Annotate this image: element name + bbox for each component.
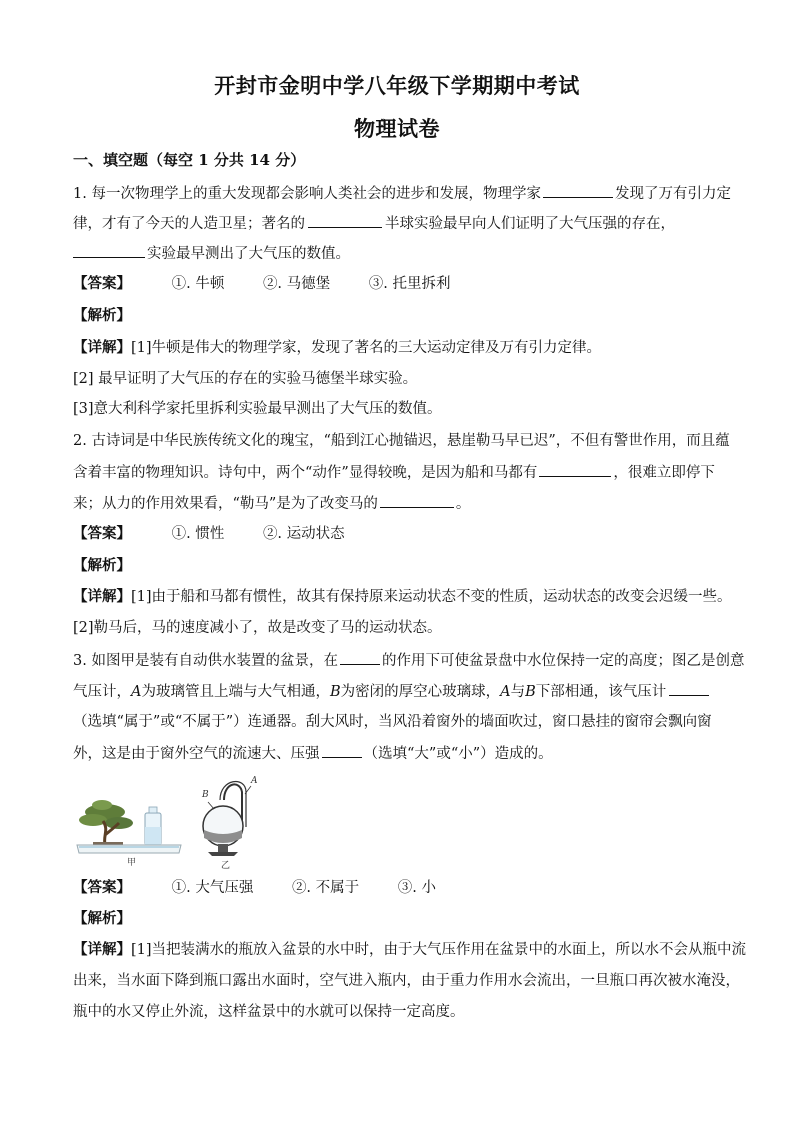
q1-line2	[73, 213, 675, 234]
detail-tag: 【详解】	[73, 339, 131, 356]
figure-barometer	[190, 772, 260, 871]
bonsai-illustration	[75, 785, 185, 865]
q2-line1: 2. 古诗词是中华民族传统文化的瑰宝，“船到江心抛锚迟，悬崖勒马早已迟”，不但有警世作用，而且蕴	[73, 433, 730, 449]
detail-tag: 【详解】	[73, 588, 131, 605]
analysis-tag: 【解析】	[73, 557, 131, 574]
figure-label-jia: 甲	[127, 858, 137, 868]
q1-text: 半球实验最早向人们证明了大气压强的存在，	[385, 216, 675, 232]
q3-text: 3. 如图甲是装有自动供水装置的盆景，在	[73, 653, 338, 669]
q2-detail-2: [2]勒马后，马的速度减小了，故是改变了马的运动状态。	[73, 620, 442, 636]
answer-item: ③. 小	[397, 880, 436, 896]
var-b: B	[329, 684, 341, 700]
detail-tag: 【详解】	[73, 941, 131, 958]
answer-item: ①. 惯性	[171, 526, 225, 542]
q2-blank-1[interactable]	[539, 462, 611, 477]
q1-text: 律，才有了今天的人造卫星；著名的	[73, 216, 305, 232]
exam-title: 开封市金明中学八年级下学期期中考试	[214, 73, 580, 98]
answer-item: ①. 大气压强	[171, 880, 254, 896]
q1-detail-3: [3]意大利科学家托里拆利实验最早测出了大气压的数值。	[73, 401, 442, 417]
var-a: A	[131, 684, 142, 700]
figure-label-yi: 乙	[221, 861, 231, 871]
q2-text: 含着丰富的物理知识。诗句中，两个“动作”显得较晚，是因为船和马都有	[73, 465, 538, 481]
q2-detail-1	[73, 587, 732, 607]
q3-detail-2: 出来，当水面下降到瓶口露出水面时，空气进入瓶内，由于重力作用水会流出，一旦瓶口再次被水淹没，	[73, 973, 740, 989]
q3-line2	[73, 681, 709, 702]
q3-detail-1	[73, 940, 746, 960]
answer-item: ①. 牛顿	[171, 276, 225, 292]
q1-text: 实验最早测出了大气压的数值。	[147, 246, 350, 262]
q1-blank-3[interactable]	[73, 243, 145, 258]
analysis-tag: 【解析】	[73, 910, 131, 927]
figure-label-a: A	[251, 776, 258, 786]
q3-text: （选填“大”或“小”）造成的。	[363, 746, 553, 762]
answer-item: ③. 托里拆利	[368, 276, 451, 292]
q1-answer	[73, 274, 450, 294]
q3-answer	[73, 878, 436, 898]
q3-blank-1[interactable]	[340, 650, 380, 665]
q1-detail-2: [2] 最早证明了大气压的存在的实验马德堡半球实验。	[73, 371, 418, 387]
q2-line3	[73, 493, 470, 514]
q3-blank-2[interactable]	[669, 681, 709, 696]
q2-answer	[73, 524, 345, 544]
answer-item: ②. 马德堡	[262, 276, 331, 292]
barometer-illustration	[190, 772, 260, 867]
q1-text: 1. 每一次物理学上的重大发现都会影响人类社会的进步和发展，物理学家	[73, 186, 541, 202]
q1-blank-2[interactable]	[308, 213, 382, 228]
answer-tag: 【答案】	[73, 275, 131, 292]
answer-item: ②. 运动状态	[262, 526, 345, 542]
q3-text: 外，这是由于窗外空气的流速大、压强	[73, 746, 320, 762]
q2-blank-2[interactable]	[380, 493, 454, 508]
q3-line3: （选填“属于”或“不属于”）连通器。刮大风时，当风沿着窗外的墙面吹过，窗口悬挂的窗帘会飘向窗	[73, 714, 712, 730]
q3-text: 气压计，	[73, 684, 131, 700]
detail-text: [1]由于船和马都有惯性，故其有保持原来运动状态不变的性质，运动状态的改变会迟缓一些。	[131, 589, 732, 605]
q3-text: 为玻璃管且上端与大气相通，	[141, 684, 330, 700]
q1-line1	[73, 183, 731, 204]
q3-blank-3[interactable]	[322, 743, 362, 758]
q3-text: 下部相通，该气压计	[535, 684, 667, 700]
var-b: B	[525, 684, 536, 700]
exam-subtitle: 物理试卷	[354, 116, 440, 141]
q2-line2	[73, 462, 715, 483]
q3-text: 的作用下可使盆景盘中水位保持一定的高度；图乙是创意	[381, 653, 745, 669]
detail-text: [1]当把装满水的瓶放入盆景的水中时，由于大气压作用在盆景中的水面上，所以水不会从瓶中流	[131, 942, 747, 958]
figure-bonsai	[75, 785, 185, 868]
answer-tag: 【答案】	[73, 525, 131, 542]
q3-line1	[73, 650, 744, 671]
q2-text: 来；从力的作用效果看，“勒马”是为了改变马的	[73, 496, 378, 512]
q3-text: 为密闭的厚空心玻璃球，	[340, 684, 501, 700]
section-heading: 一、填空题（每空 1 分共 14 分）	[73, 151, 306, 169]
q2-text: ，很难立即停下	[613, 465, 715, 481]
analysis-tag: 【解析】	[73, 307, 131, 324]
answer-item: ②. 不属于	[291, 880, 360, 896]
var-a: A	[500, 684, 511, 700]
q1-text: 发现了万有引力定	[614, 186, 731, 202]
q3-detail-3: 瓶中的水又停止外流，这样盆景中的水就可以保持一定高度。	[73, 1004, 465, 1020]
q3-text: 与	[510, 684, 526, 700]
q1-blank-1[interactable]	[543, 183, 613, 198]
figure-label-b: B	[202, 790, 209, 800]
q1-line3	[73, 243, 350, 264]
q2-text: 。	[455, 496, 471, 512]
q1-detail-1	[73, 338, 601, 358]
answer-tag: 【答案】	[73, 879, 131, 896]
q3-line4	[73, 743, 553, 764]
detail-text: [1]牛顿是伟大的物理学家，发现了著名的三大运动定律及万有引力定律。	[131, 340, 602, 356]
